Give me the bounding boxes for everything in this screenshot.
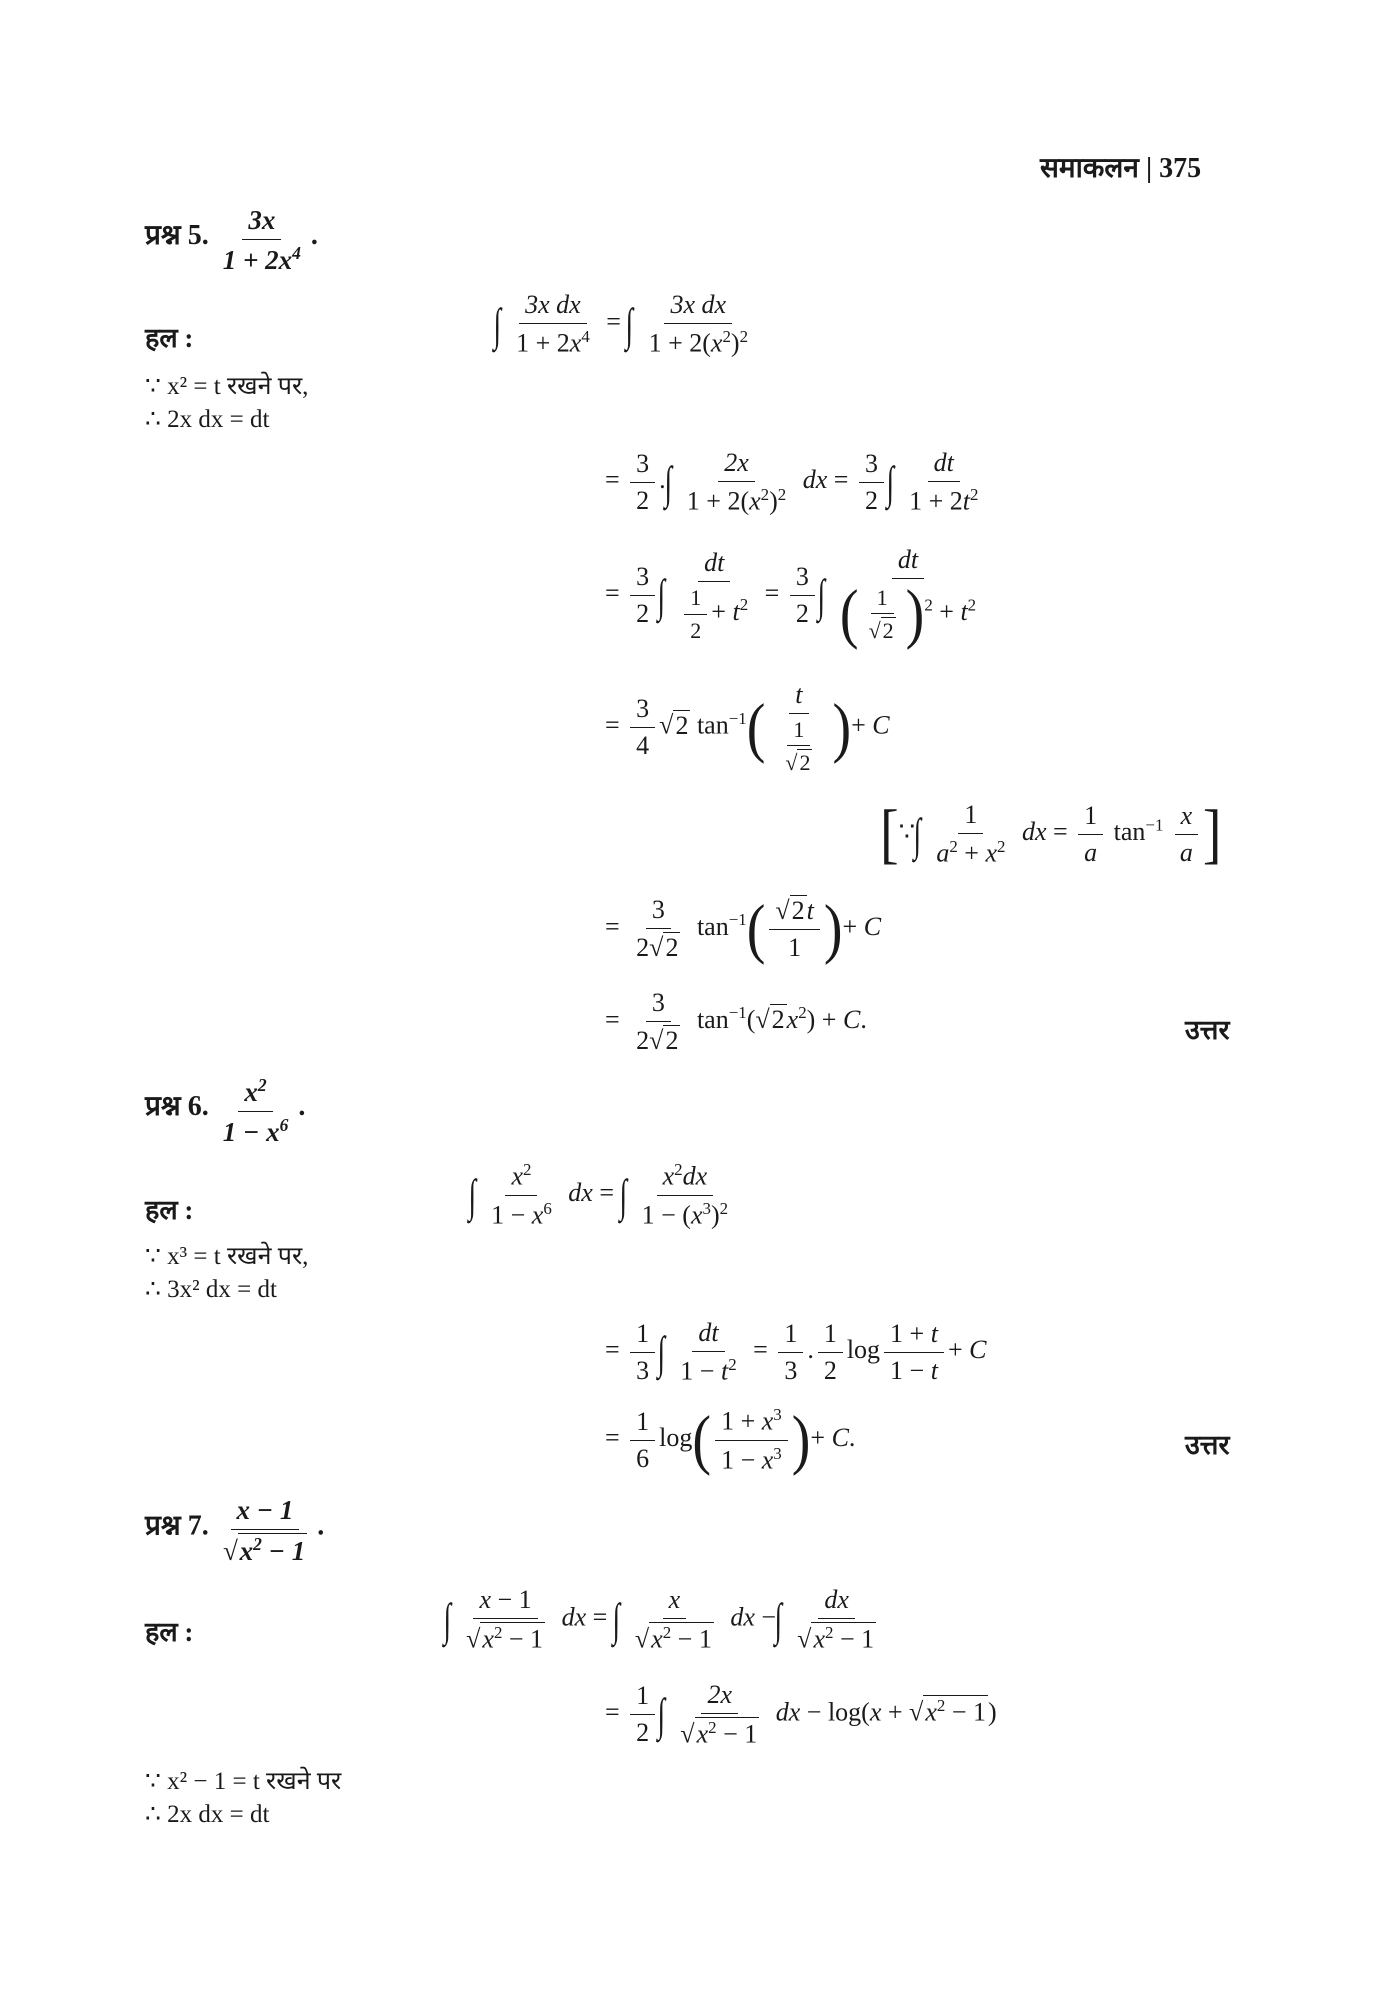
q6-substitution-note — [145, 1240, 308, 1306]
q5-note-line-2: ∴ 2x dx = dt — [145, 406, 270, 433]
q7-step-0: ∫ $\frac{x - 1}{√x^2 - 1}$ dx = ∫ $\frac{x}{√x^2 - 1}$ dx −∫ $\frac{dx}{√x^2 - 1}$ — [443, 1585, 875, 1654]
question-7: प्रश्न 7. $\frac{x - 1}{√x^2 - 1}$ . — [145, 1495, 325, 1567]
q5-substitution-note — [145, 370, 308, 436]
q7-note-line-2: ∴ 2x dx = dt — [145, 1801, 270, 1828]
question-6-expression: $\frac{x^2}{1 - x^6}$ — [222, 1075, 289, 1148]
question-5: प्रश्न 5. $\frac{3x}{1 + 2x^4}$ . — [145, 205, 318, 276]
q5-step-0: ∫ $\frac{\text{3x dx}}{1 + 2x^4}$ = ∫ $\frac{\text{3x dx}}{1 + 2(x^2)^2}$ — [493, 290, 749, 358]
page-header: समाकलन | 375 — [1040, 153, 1202, 184]
q6-step-1: = $\frac{1}{3}$ ∫ $\frac{dt}{1 - t^2}$ = $\frac{1}{3}$ . $\frac{1}{2}$ log $\frac{1 + t}{1 - t}$ + C — [605, 1318, 987, 1386]
q5-step-1: = $\frac{3}{2}$ .∫ $\frac{2x}{1 + 2(x^2)^2}$ dx = $\frac{3}{2}$ ∫ $\frac{dt}{1 + 2t^2}$ — [605, 448, 979, 516]
question-6: प्रश्न 6. $\frac{x^2}{1 - x^6}$ . — [145, 1075, 306, 1148]
q6-step-2: = $\frac{1}{6}$ log( $\frac{1 + x^3}{1 - x^3}$ )+ C. — [605, 1402, 856, 1478]
q5-step-2: = $\frac{3}{2}$ ∫ dt $\frac{1}{2}$ + $t^2$ = $\frac{3}{2}$ ∫ dt ( $\frac{1}{√2}$ )$^2 + t^2$ — [605, 545, 977, 652]
q6-note-line-2: ∴ 3x² dx = dt — [145, 1276, 277, 1303]
q5-standard-formula: [∵∫ $\frac{1}{a^2 + x^2}$ dx = $\frac{1}{a}$ $\tan^{-1}$ $\frac{x}{a}$ ] — [880, 797, 1222, 872]
question-6-label: प्रश्न 6. — [145, 1091, 209, 1123]
question-5-expression: $\frac{3x}{1 + 2x^4}$ — [222, 205, 301, 276]
q5-answer-mark: उत्तर — [1185, 1015, 1230, 1045]
q7-note-line-1: ∵ x² − 1 = t रखने पर — [145, 1768, 342, 1795]
q7-step-1: = $\frac{1}{2}$ ∫ $\frac{2x}{√x^2 - 1}$ dx − $\log(x + √x^2 - 1)$ — [605, 1680, 997, 1749]
question-7-label: प्रश्न 7. — [145, 1510, 209, 1542]
q7-hal-label: हल : — [145, 1617, 194, 1647]
q5-step-3: = $\frac{3}{4}$ √2 $\tan^{-1}$( $\frac{t}{\frac{1}{√2}}$ )+ C — [605, 680, 890, 776]
q5-hal-label: हल : — [145, 323, 194, 353]
q6-note-line-1: ∵ x³ = t रखने पर, — [145, 1243, 309, 1270]
question-7-expression: $\frac{x - 1}{√x^2 - 1}$ — [222, 1495, 306, 1567]
question-5-label: प्रश्न 5. — [145, 220, 209, 252]
q5-step-4: = $\frac{3}{2√2}$ $\tan^{-1}$( $\frac{√2t}{1}$ )+ C — [605, 891, 882, 967]
q6-step-0: ∫ $\frac{x^2}{1 - x^6}$ dx = ∫ $\frac{x^2dx}{1 - (x^3)^2}$ — [468, 1160, 729, 1230]
q7-substitution-note — [145, 1765, 341, 1831]
q6-answer-mark: उत्तर — [1185, 1430, 1230, 1460]
q5-step-5: = $\frac{3}{2√2}$ $\tan^{-1}(√2x^2) + C$. — [605, 988, 867, 1055]
q5-note-line-1: ∵ x² = t रखने पर, — [145, 373, 309, 400]
q6-hal-label: हल : — [145, 1195, 194, 1225]
